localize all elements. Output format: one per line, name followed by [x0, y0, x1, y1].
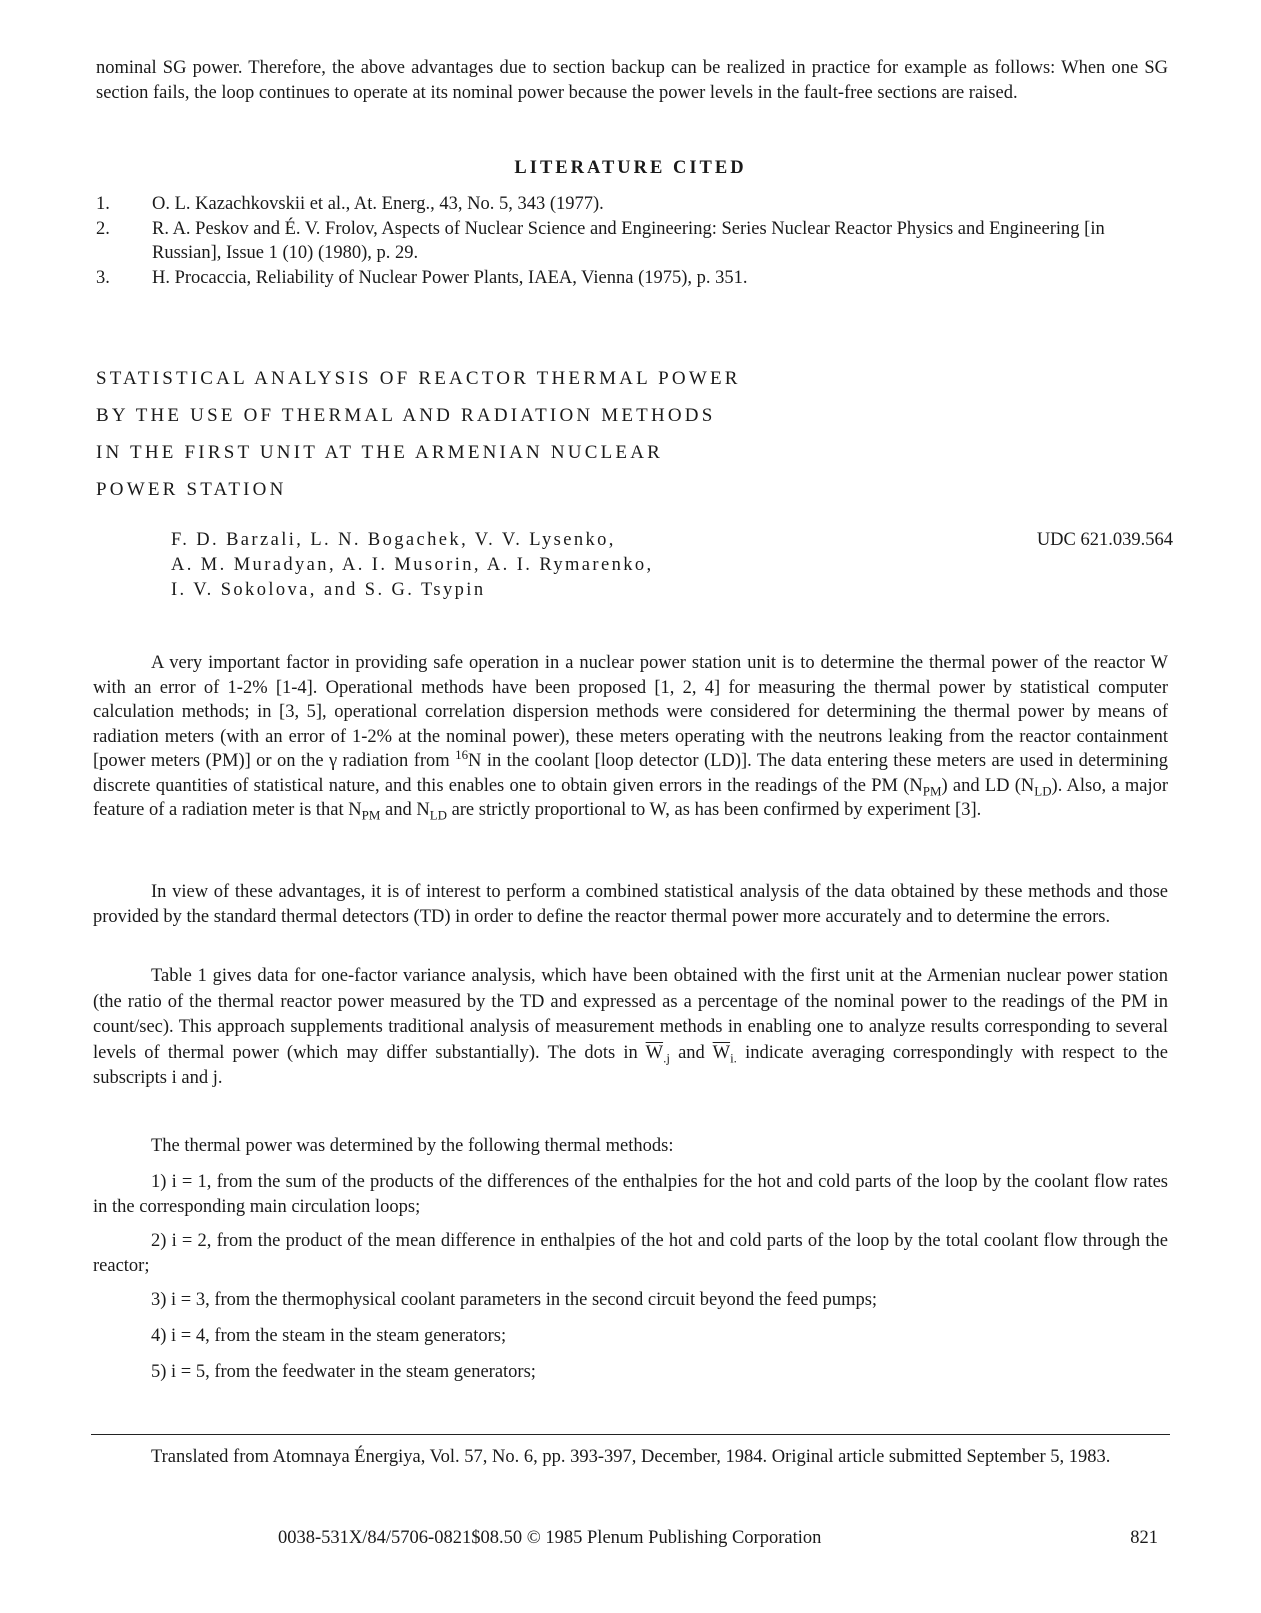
subscript-pm: PM — [361, 807, 381, 823]
article-title-line: STATISTICAL ANALYSIS OF REACTOR THERMAL POWER — [96, 368, 741, 389]
subscript-ld: LD — [1034, 783, 1052, 799]
method-item: 2) i = 2, from the product of the mean difference in enthalpies of the hot and cold parts of the loop by the total coolant flow through the reactor; — [93, 1231, 1168, 1276]
reference-item — [96, 192, 1168, 217]
reference-item — [96, 266, 1168, 291]
intro-paragraph: nominal SG power. Therefore, the above advantages due to section backup can be realized in practice for example as follows: When one SG section fails, the loop continues to operate at its nominal power because the power levels in the fault-free sections are raised. — [96, 58, 1168, 103]
method-item: 1) i = 1, from the sum of the products of the differences of the enthalpies for the hot and cold parts of the loop by the coolant flow rates in the corresponding main circulation loops; — [93, 1172, 1168, 1217]
subscript-ld: LD — [429, 807, 447, 823]
article-title-line: IN THE FIRST UNIT AT THE ARMENIAN NUCLEAR — [96, 442, 663, 463]
body-paragraph-1: A very important factor in providing safe operation in a nuclear power station unit is to determine the thermal power of the reactor W with an error of 1-2% [1-4]. Operational methods have been proposed [1, 2, 4] for measuring the thermal power by statistical computer calculation methods; in [3, 5], operational correlation dispersion methods were considered for determining the thermal power by means of radiation meters (with an error of 1-2% at the nominal power), these meters operating with the neutrons leaking from the reactor containment [power meters (PM)] or on the γ radiation from $^{16}$N in the coolant [loop detector (LD)]. The data entering these meters are used in determining discrete quantities of statistical nature, and this enables one to obtain given errors in the readings of the PM $(N_{PM})$ and LD $(N_{LD})$. Also, a major feature of a radiation meter is that $N_{PM}$ and $N_{LD}$ are strictly proportional to W, as has been confirmed by experiment [3]. — [93, 653, 1168, 823]
subscript-pm: PM — [922, 783, 942, 799]
body-paragraph-4: The thermal power was determined by the following thermal methods: — [151, 1136, 674, 1156]
author-line: F. D. Barzali, L. N. Bogachek, V. V. Lysenko, — [171, 530, 616, 550]
reference-number: 3. — [96, 267, 110, 288]
reference-item — [96, 217, 1168, 266]
udc-code: UDC 621.039.564 — [1036, 530, 1173, 550]
author-list — [171, 528, 654, 603]
method-item: 4) i = 4, from the steam in the steam generators; — [151, 1326, 507, 1346]
reference-text: O. L. Kazachkovskii et al., At. Energ., 43, No. 5, 343 (1977). — [152, 194, 604, 214]
method-item: 5) i = 5, from the feedwater in the steam generators; — [151, 1362, 536, 1382]
body-paragraph-3: Table 1 gives data for one-factor variance analysis, which have been obtained with the first unit at the Armenian nuclear power station (the ratio of the thermal reactor power measured by the TD and expressed as a percentage of the nominal power to the readings of the PM in count/sec). This approach supplements traditional analysis of measurement methods in enabling one to analyze results corresponding to several levels of thermal power (which may differ substantially). The dots in $\overline{W}_{.j}$ and $\overline{W}_{i.}$ indicate averaging correspondingly with respect to the subscripts i and j. — [93, 966, 1168, 1088]
reference-number: 1. — [96, 194, 110, 214]
body-paragraph-2: In view of these advantages, it is of interest to perform a combined statistical analysis of the data obtained by these methods and those provided by the standard thermal detectors (TD) in order to define the reactor thermal power more accurately and to determine the errors. — [93, 882, 1168, 927]
w-bar-i: $\overline{W}$ — [712, 1042, 731, 1063]
translation-footnote: Translated from Atomnaya Énergiya, Vol. 57, No. 6, pp. 393-397, December, 1984. Original article submitted September 5, 1983. — [151, 1447, 1111, 1467]
w-bar-j: $\overline{W}$ — [645, 1042, 664, 1063]
literature-cited-heading: LITERATURE CITED — [514, 158, 747, 178]
reference-text: R. A. Peskov and É. V. Frolov, Aspects of Nuclear Science and Engineering: Series Nuclear Reactor Physics and Engineering [in Russian], Issue 1 (10) (1980), p. 29. — [152, 218, 1105, 263]
footnote-divider — [91, 1434, 1170, 1435]
author-line: I. V. Sokolova, and S. G. Tsypin — [171, 580, 486, 600]
reference-list — [96, 192, 1168, 290]
method-item: 3) i = 3, from the thermophysical coolant parameters in the second circuit beyond the feed pumps; — [151, 1290, 878, 1310]
article-title-line: POWER STATION — [96, 479, 287, 500]
article-title-line: BY THE USE OF THERMAL AND RADIATION METHODS — [96, 405, 716, 426]
reference-text: H. Procaccia, Reliability of Nuclear Power Plants, IAEA, Vienna (1975), p. 351. — [152, 267, 748, 288]
reference-number: 2. — [96, 218, 110, 239]
article-title — [96, 360, 741, 508]
page-number: 821 — [1130, 1528, 1158, 1548]
author-line: A. M. Muradyan, A. I. Musorin, A. I. Rymarenko, — [171, 555, 654, 575]
publication-code: 0038-531X/84/5706-0821$08.50 © 1985 Plenum Publishing Corporation — [278, 1528, 822, 1548]
superscript-16: 16 — [455, 746, 469, 762]
